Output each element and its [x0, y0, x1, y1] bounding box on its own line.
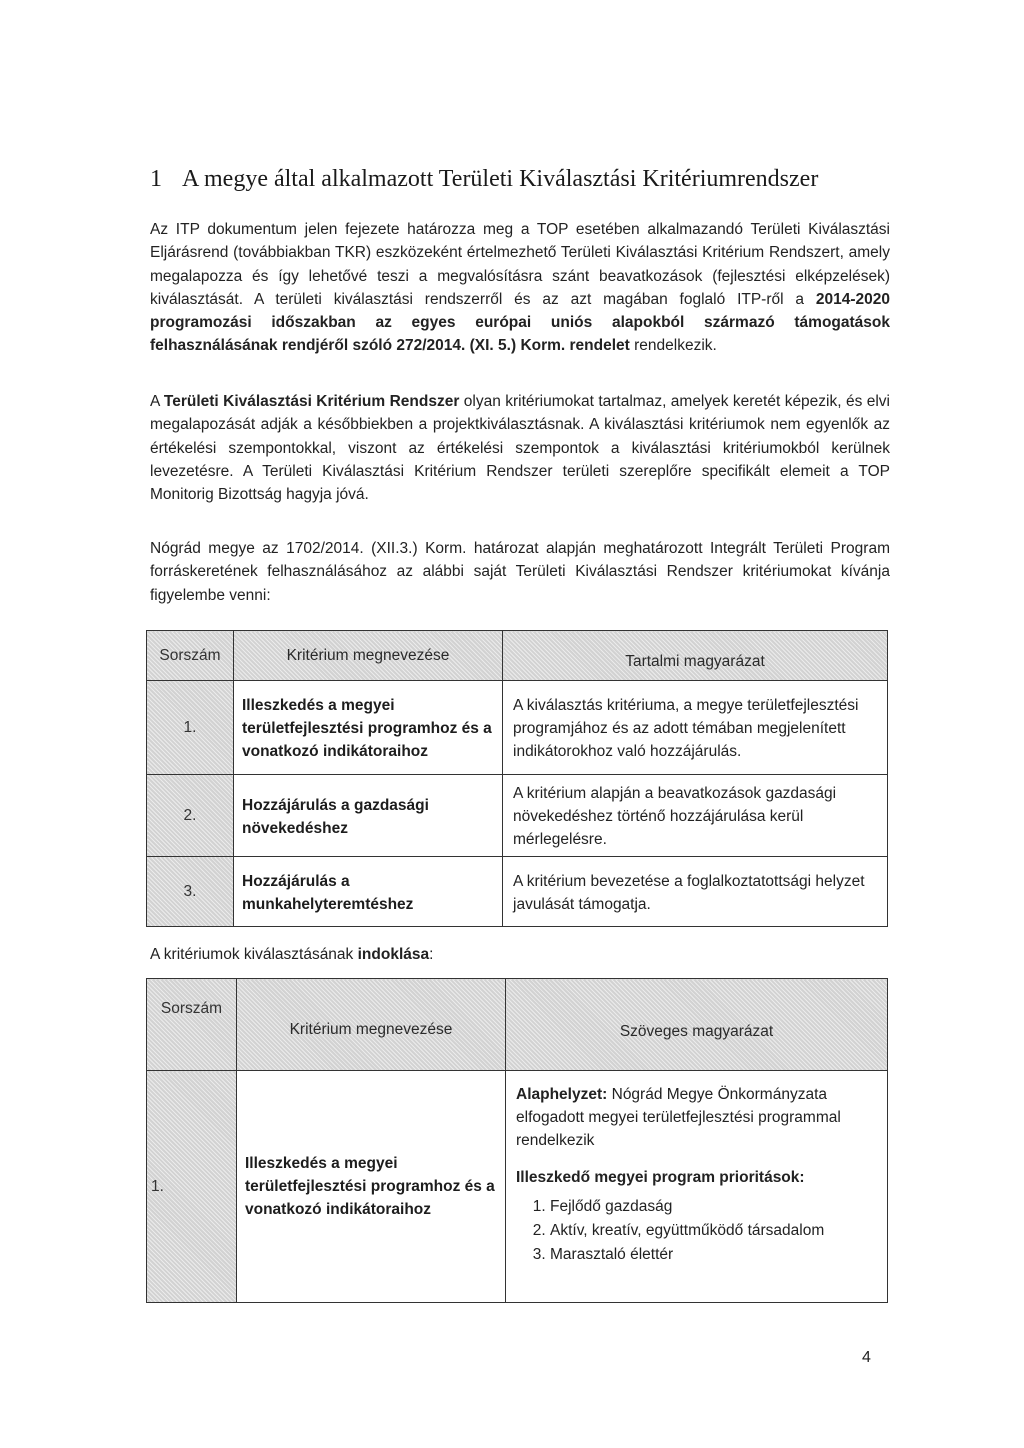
criteria-system-paragraph [150, 390, 890, 506]
criterion-name: Hozzájárulás a gazdasági növekedéshez [234, 775, 503, 857]
header-sorszam: Sorszám [147, 631, 234, 681]
header-criterion-name: Kritérium megnevezése [234, 631, 503, 681]
list-item: 1. Fejlődő gazdaság [550, 1195, 877, 1219]
table-row [147, 1071, 888, 1303]
row-number: 3. [147, 857, 234, 927]
header-text-explanation: Szöveges magyarázat [506, 979, 888, 1071]
header-sorszam: Sorszám [147, 979, 237, 1071]
table-row [147, 775, 888, 857]
section-number: 1 [150, 166, 162, 192]
justification-cell [506, 1071, 888, 1303]
justification-caption [150, 946, 433, 964]
nograd-paragraph [150, 537, 890, 607]
base-situation [516, 1083, 877, 1152]
table-header-row [147, 979, 888, 1071]
section-title: A megye által alkalmazott Területi Kiválasztási Kritériumrendszer [182, 166, 819, 192]
criteria-text: olyan kritériumokat tartalmaz, amelyek keretét képezik, és elvi megalapozását adják a későbbiekben a projektkiválasztásnak. A kiválasztási kritériumok nem egyenlők az értékelési szempontokkal, viszont az értékelési szempontok a kiválasztási kritériumokból kerülnek levezetésre. A Területi Kiválasztási Kritérium Rendszer területi szereplőre specifikált elemeit a TOP Monitorig Bizottság hagyja jóvá. [150, 393, 890, 504]
criteria-text-start: A [150, 393, 164, 410]
table-header-row [147, 631, 888, 681]
header-content-explanation: Tartalmi magyarázat [503, 631, 888, 681]
nograd-text: Nógrád megye az 1702/2014. (XII.3.) Korm. határozat alapján meghatározott Integrált Területi Program forráskeretének felhasználásához az alábbi saját Területi Kiválasztási Rendszer kritériumokat kívánja figyelembe venni: [150, 540, 890, 604]
criterion-name: Hozzájárulás a munkahelyteremtéshez [234, 857, 503, 927]
table-row [147, 681, 888, 775]
list-item: 2. Aktív, kreatív, együttműködő társadalom [550, 1219, 877, 1243]
intro-text: Az ITP dokumentum jelen fejezete határozza meg a TOP esetében alkalmazandó Területi Kiválasztási Eljárásrend (továbbiakban TKR) eszközeként értelmezhető Területi Kiválasztási Kritérium Rendszert, amely megalapozza és így lehetővé teszi a megvalósításra szánt beavatkozások (fejlesztési elképzelések) kiválasztását. A területi kiválasztási rendszerről és az azt magában foglaló ITP-ről a [150, 221, 890, 308]
caption-colon: : [429, 946, 434, 963]
row-number: 1. [147, 1071, 237, 1303]
intro-paragraph [150, 218, 890, 358]
priorities-heading: Illeszkedő megyei program prioritások: [516, 1169, 805, 1186]
row-number: 2. [147, 775, 234, 857]
regulation-reference: 2014-2020 programozási időszakban az egyes európai uniós alapokból származó támogatások felhasználásának rendjéről szóló 272/2014. (XI. 5.) Korm. rendelet [150, 290, 890, 355]
priorities-list [516, 1195, 877, 1267]
justification-table [146, 978, 888, 1303]
criterion-explanation: A kiválasztás kritériuma, a megye területfejlesztési programjához és az adott témában megjelenített indikátorokhoz való hozzájárulás. [503, 681, 888, 775]
section-heading [150, 166, 890, 193]
caption-text: A kritériumok kiválasztásának [150, 946, 358, 963]
criterion-name: Illeszkedés a megyei területfejlesztési programhoz és a vonatkozó indikátoraihoz [234, 681, 503, 775]
row-number: 1. [147, 681, 234, 775]
criterion-explanation: A kritérium bevezetése a foglalkoztatottsági helyzet javulását támogatja. [503, 857, 888, 927]
list-item: 3. Marasztaló élettér [550, 1243, 877, 1267]
criterion-explanation: A kritérium alapján a beavatkozások gazdasági növekedéshez történő hozzájárulása kerül mérlegelésre. [503, 775, 888, 857]
header-criterion-name: Kritérium megnevezése [237, 979, 506, 1071]
base-text: Nógrád Megye Önkormányzata elfogadott megyei területfejlesztési programmal rendelkezik [516, 1086, 841, 1149]
caption-bold: indoklása [357, 946, 430, 963]
page-number: 4 [862, 1349, 871, 1366]
intro-text-end: rendelkezik. [629, 337, 717, 355]
criteria-system-term: Területi Kiválasztási Kritérium Rendszer [163, 393, 460, 410]
criterion-name: Illeszkedés a megyei területfejlesztési programhoz és a vonatkozó indikátoraihoz [237, 1071, 506, 1303]
criteria-table [146, 630, 888, 927]
table-row [147, 857, 888, 927]
base-label: Alaphelyzet: [516, 1086, 608, 1103]
